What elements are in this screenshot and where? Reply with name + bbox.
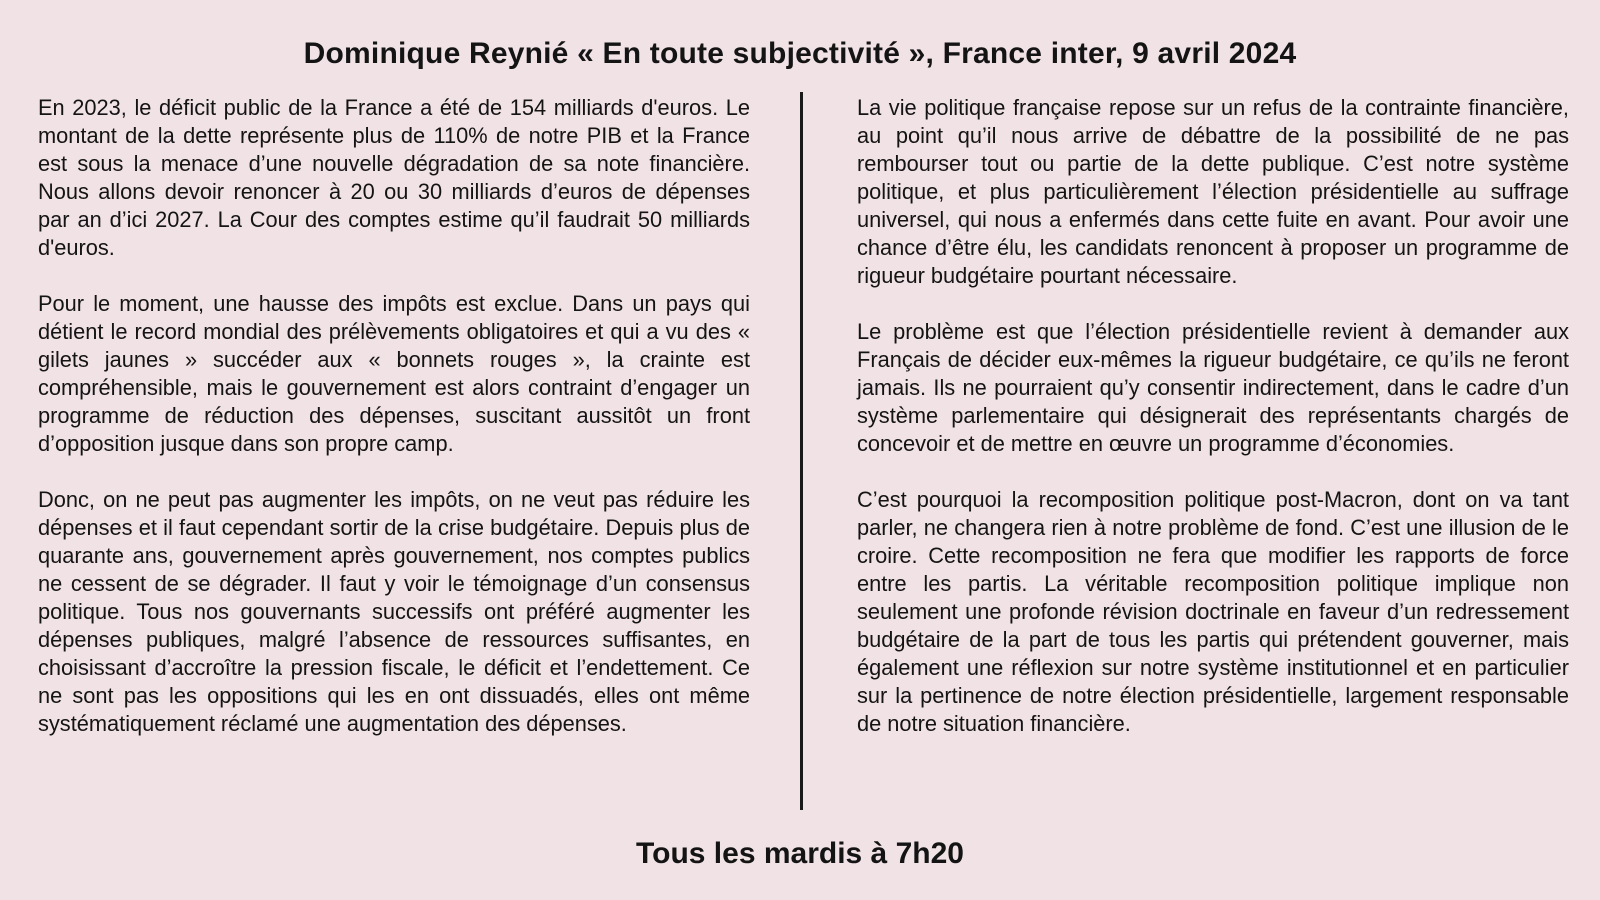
paragraph: En 2023, le déficit public de la France a été de 154 milliards d'euros. Le montant de la dette représente plus de 110% de notre PIB et la France est sous la menace d’une nouvelle dégradation de sa note financière. Nous allons devoir renoncer à 20 ou 30 milliards d’euros de dépenses par an d’ici 2027. La Cour des comptes estime qu’il faudrait 50 milliards d'euros. xyxy=(38,95,750,260)
paragraph: C’est pourquoi la recomposition politique post-Macron, dont on va tant parler, ne changera rien à notre problème de fond. C’est une illusion de le croire. Cette recomposition ne fera que modifier les rapports de force entre les partis. La véritable recomposition politique implique non seulement une profonde révision doctrinale en faveur d’un redressement budgétaire de la part de tous les partis qui prétendent gouverner, mais également une réflexion sur notre système institutionnel et en particulier sur la pertinence de notre élection présidentielle, largement responsable de notre situation financière. xyxy=(857,487,1569,736)
page-title: Dominique Reynié « En toute subjectivité », France inter, 9 avril 2024 xyxy=(303,37,1297,70)
paragraph: Donc, on ne peut pas augmenter les impôts, on ne veut pas réduire les dépenses et il faut cependant sortir de la crise budgétaire. Depuis plus de quarante ans, gouvernement après gouvernement, nos comptes publics ne cessent de se dégrader. Il faut y voir le témoignage d’un consensus politique. Tous nos gouvernants successifs ont préféré augmenter les dépenses publiques, malgré l’absence de ressources suffisantes, en choisissant d’accroître la pression fiscale, le déficit et l’endettement. Ce ne sont pas les oppositions qui les en ont dissuadés, elles ont même systématiquement réclamé une augmentation des dépenses. xyxy=(38,487,750,736)
paragraph: Le problème est que l’élection présidentielle revient à demander aux Français de décider eux-mêmes la rigueur budgétaire, ce qu’ils ne feront jamais. Ils ne pourraient qu’y consentir indirectement, dans le cadre d’un système parlementaire qui désignerait des représentants chargés de concevoir et de mettre en œuvre un programme d’économies. xyxy=(857,319,1569,456)
right-column xyxy=(857,94,1569,738)
column-divider xyxy=(800,92,803,810)
footer-schedule: Tous les mardis à 7h20 xyxy=(636,837,964,870)
left-column xyxy=(38,94,750,738)
paragraph: La vie politique française repose sur un refus de la contrainte financière, au point qu’il nous arrive de débattre de la possibilité de ne pas rembourser tout ou partie de la dette publique. C’est notre système politique, et plus particulièrement l’élection présidentielle au suffrage universel, qui nous a enfermés dans cette fuite en avant. Pour avoir une chance d’être élu, les candidats renoncent à proposer un programme de rigueur budgétaire pourtant nécessaire. xyxy=(857,95,1569,288)
paragraph: Pour le moment, une hausse des impôts est exclue. Dans un pays qui détient le record mondial des prélèvements obligatoires et qui a vu des « gilets jaunes » succéder aux « bonnets rouges », la crainte est compréhensible, mais le gouvernement est alors contraint d’engager un programme de réduction des dépenses, suscitant aussitôt un front d’opposition jusque dans son propre camp. xyxy=(38,291,750,456)
